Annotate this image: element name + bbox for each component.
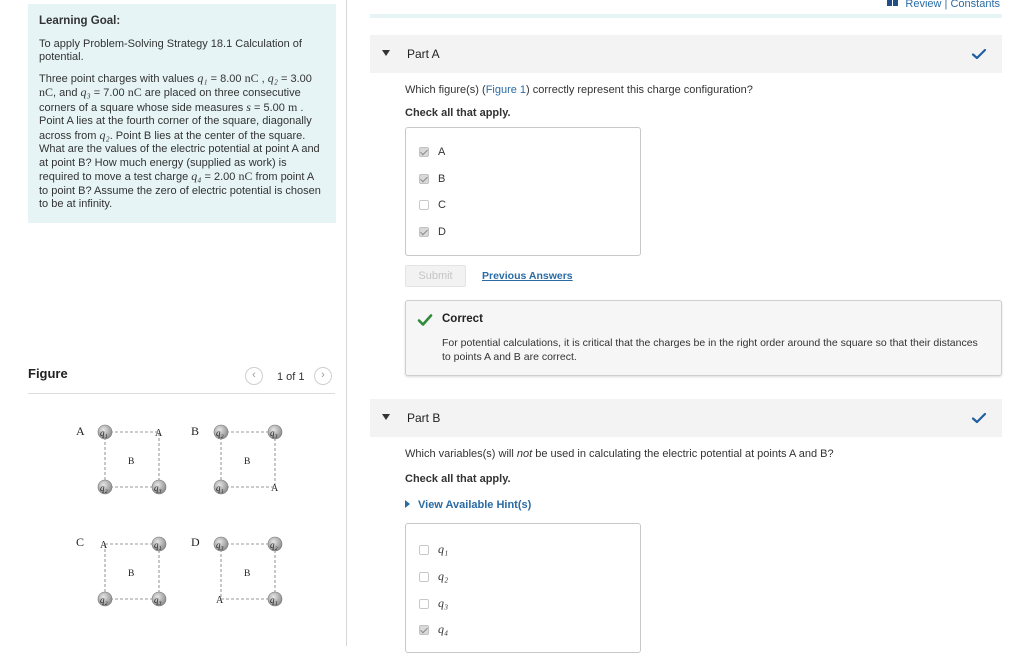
panel-letter-b: B [191, 424, 200, 438]
q2-symbol: q₂ [99, 127, 110, 142]
option-label: B [438, 173, 446, 186]
hint-label: View Available Hint(s) [418, 499, 532, 511]
panel-letter-c: C [76, 535, 85, 549]
option-q4[interactable] [419, 622, 448, 636]
part-b-title: Part B [407, 411, 441, 425]
unit-m: m [287, 99, 298, 114]
charge-label: q₁ [216, 483, 224, 493]
top-rule [370, 14, 1002, 18]
charge-label: q₁ [100, 428, 108, 438]
submit-button[interactable]: Submit [405, 265, 466, 287]
point-a-label: A [155, 428, 163, 439]
goal-text: = 7.00 [90, 87, 128, 99]
option-b[interactable] [419, 173, 445, 187]
charge-label: q₃ [216, 540, 224, 550]
option-a[interactable] [419, 146, 445, 160]
option-d[interactable] [419, 226, 446, 240]
goal-text: Three point charges with values [39, 72, 195, 85]
option-label: C [438, 199, 446, 212]
point-a-label: A [271, 483, 279, 494]
unit-nc: nC [238, 169, 253, 183]
goal-text: = 3.00 [277, 72, 312, 85]
charge-label: q₁ [154, 540, 162, 550]
option-q3[interactable] [419, 596, 448, 610]
top-links [887, 0, 1000, 10]
option-label: q₄ [438, 622, 449, 636]
q4-symbol: q₄ [191, 169, 202, 183]
s-symbol: s [246, 99, 251, 114]
learning-goal-panel [28, 4, 336, 223]
goal-text: from point A to point B? Assume the zero of electric potential is chosen to be at infinity. [39, 171, 321, 210]
figure-panel-c [76, 535, 166, 606]
figure-prev-button[interactable] [245, 367, 263, 385]
check-icon [970, 409, 988, 427]
constants-link[interactable]: Constants [950, 0, 1000, 10]
part-a-options [405, 127, 641, 256]
checkbox[interactable] [419, 625, 429, 635]
option-label: q₃ [438, 596, 449, 610]
q2-symbol: q₂ [267, 70, 278, 85]
check-icon [970, 45, 988, 63]
figure-next-button[interactable] [314, 367, 332, 385]
figure-label: Figure [28, 366, 68, 381]
checkbox[interactable] [419, 545, 429, 555]
chevron-left-icon: ‹ [252, 369, 256, 381]
goal-text: are placed on three consecutive corners of a square whose side measures [39, 87, 301, 114]
charge-label: q₁ [270, 595, 278, 605]
part-a-title: Part A [407, 47, 440, 61]
option-label: A [438, 146, 446, 159]
question-emphasis: not [516, 448, 533, 460]
goal-text: = 8.00 [207, 72, 245, 85]
unit-nc: nC [39, 85, 54, 99]
option-label: q₁ [438, 542, 449, 556]
goal-text: = 2.00 [201, 171, 239, 183]
part-a-question [405, 84, 753, 96]
learning-goal-title: Learning Goal: [39, 15, 121, 27]
previous-answers-link[interactable]: Previous Answers [482, 270, 573, 282]
figure-divider [28, 393, 335, 394]
caret-right-icon [405, 500, 410, 508]
question-text: be used in calculating the electric potential at points A and B? [532, 448, 834, 460]
charge-label: q₂ [216, 428, 224, 438]
q1-symbol: q₁ [197, 70, 208, 85]
goal-text: = 5.00 [250, 101, 288, 114]
q3-symbol: q₃ [80, 85, 91, 99]
review-book-icon [887, 0, 899, 6]
panel-letter-a: A [76, 424, 85, 438]
point-b-label: B [244, 457, 251, 467]
collapse-triangle-icon [382, 50, 390, 56]
part-a-header[interactable] [370, 35, 1002, 73]
option-label: q₂ [438, 569, 449, 583]
option-q2[interactable] [419, 569, 448, 583]
unit-nc: nC [127, 85, 142, 99]
checkbox[interactable] [419, 200, 429, 210]
part-a-check-all: Check all that apply. [405, 107, 511, 119]
question-text: Which figure(s) ( [405, 84, 486, 96]
feedback-title: Correct [442, 313, 483, 325]
charge-label: q₂ [100, 595, 108, 605]
goal-text: , [258, 72, 268, 85]
point-b-label: B [128, 457, 135, 467]
checkbox[interactable] [419, 147, 429, 157]
checkbox[interactable] [419, 227, 429, 237]
part-b-options [405, 523, 641, 653]
figure-counter: 1 of 1 [277, 371, 305, 383]
column-divider [346, 0, 347, 646]
learning-goal-intro: To apply Problem-Solving Strategy 18.1 Calculation of potential. [39, 37, 302, 63]
feedback-body: For potential calculations, it is critical that the charges be in the right order around the square so that their distances to points A and B are correct. [442, 337, 978, 363]
learning-goal-body [39, 72, 325, 212]
charge-label: q₃ [270, 428, 278, 438]
checkbox[interactable] [419, 572, 429, 582]
option-label: D [438, 226, 446, 239]
figure-charge-diagrams [28, 395, 336, 645]
chevron-right-icon: › [321, 369, 325, 381]
charge-label: q₂ [270, 540, 278, 550]
part-b-question [405, 448, 834, 460]
point-b-label: B [244, 569, 251, 579]
panel-letter-d: D [191, 535, 200, 549]
part-b-check-all: Check all that apply. [405, 473, 511, 485]
correct-check-icon [417, 312, 433, 328]
goal-text: . Point A lies at the fourth corner of the square, diagonally across from [39, 101, 312, 142]
link-separator: | [944, 0, 948, 10]
question-text: ) correctly represent this charge configuration? [526, 84, 753, 96]
figure-panel-d [191, 535, 282, 606]
option-c[interactable] [419, 199, 446, 213]
part-b-header[interactable] [370, 399, 1002, 437]
review-link[interactable]: Review [905, 0, 942, 10]
goal-text: , and [53, 87, 81, 99]
point-a-label: A [216, 595, 224, 606]
charge-label: q₃ [154, 483, 162, 493]
point-a-label: A [100, 540, 108, 551]
figure-panel-b [191, 424, 282, 494]
collapse-triangle-icon [382, 414, 390, 420]
charge-label: q₂ [100, 483, 108, 493]
option-q1[interactable] [419, 542, 448, 556]
point-b-label: B [128, 569, 135, 579]
unit-nc: nC [244, 70, 259, 85]
checkbox[interactable] [419, 174, 429, 184]
goal-text: . Point B lies at the center of the square. What are the values of the electric potential at point A and at point B? How much energy (supplied as work) is required to move a test charge [39, 129, 320, 183]
view-hints-link[interactable] [405, 499, 531, 511]
feedback-correct-box [405, 300, 1002, 376]
figure-link[interactable]: Figure 1 [485, 84, 527, 96]
checkbox[interactable] [419, 599, 429, 609]
question-text: Which variables(s) will [405, 448, 517, 460]
figure-panel-a [76, 424, 166, 494]
charge-label: q₃ [154, 595, 162, 605]
